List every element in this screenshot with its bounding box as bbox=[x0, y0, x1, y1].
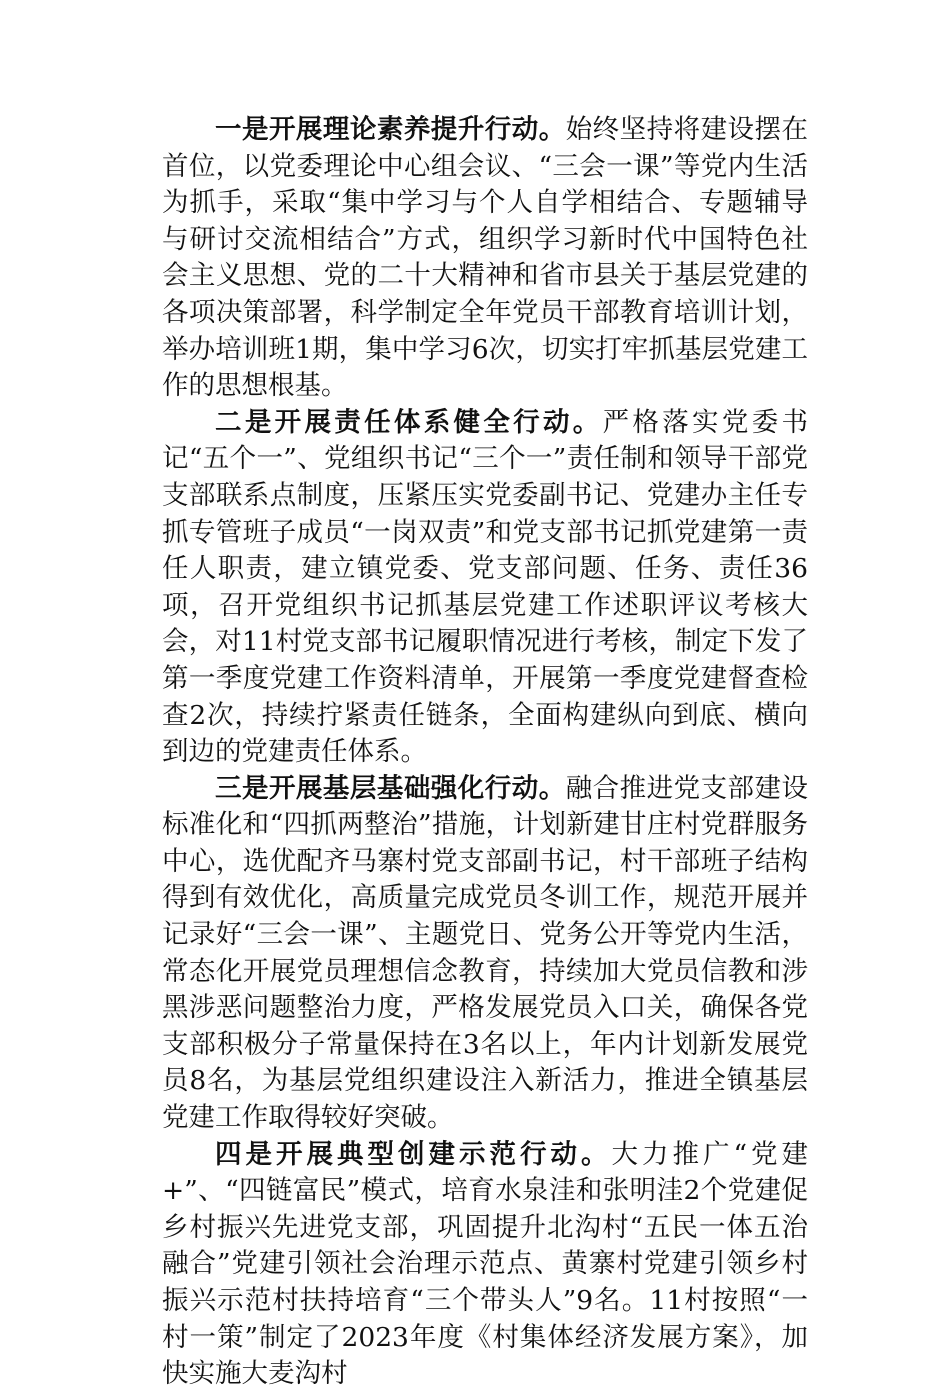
paragraph-foundation-action bbox=[162, 771, 808, 1137]
paragraph-heading: 四是开展典型创建示范行动。 bbox=[215, 1138, 612, 1170]
paragraph-model-action bbox=[162, 1137, 808, 1393]
paragraph-heading: 二是开展责任体系健全行动。 bbox=[215, 406, 603, 438]
paragraph-text: 大力推广“党建+”、“四链富民”模式，培育水泉洼和张明洼2个党建促乡村振兴先进党支部，巩固提升北沟村“五民一体五治融合”党建引领社会治理示范点、黄寨村党建引领乡村振兴示范村扶持培育“三个带头人”9名。11村按照“一村一策”制定了2023年度《村集体经济发展方案》，加快实施大麦沟村 bbox=[162, 1138, 808, 1390]
document-body bbox=[162, 112, 808, 1393]
paragraph-text: 始终坚持将建设摆在首位，以党委理论中心组会议、“三会一课”等党内生活为抓手，采取“集中学习与个人自学相结合、专题辅导与研讨交流相结合”方式，组织学习新时代中国特色社会主义思想、党的二十大精神和省市县关于基层党建的各项决策部署，科学制定全年党员干部教育培训计划，举办培训班1期，集中学习6次，切实打牢抓基层党建工作的思想根基。 bbox=[162, 114, 809, 402]
paragraph-theory-action bbox=[162, 112, 808, 405]
paragraph-responsibility-action bbox=[162, 405, 808, 771]
paragraph-text: 严格落实党委书记“五个一”、党组织书记“三个一”责任制和领导干部党支部联系点制度，压紧压实党委副书记、党建办主任专抓专管班子成员“一岗双责”和党支部书记抓党建第一责任人职责，建立镇党委、党支部问题、任务、责任36项，召开党组织书记抓基层党建工作述职评议考核大会，对11村党支部书记履职情况进行考核，制定下发了第一季度党建工作资料清单，开展第一季度党建督查检查2次，持续拧紧责任链条，全面构建纵向到底、横向到边的党建责任体系。 bbox=[162, 406, 809, 768]
paragraph-heading: 三是开展基层基础强化行动。 bbox=[215, 772, 566, 804]
paragraph-text: 融合推进党支部建设标准化和“四抓两整治”措施，计划新建甘庄村党群服务中心，选优配齐马寨村党支部副书记，村干部班子结构得到有效优化，高质量完成党员冬训工作，规范开展并记录好“三会一课”、主题党日、党务公开等党内生活，常态化开展党员理想信念教育，持续加大党员信教和涉黑涉恶问题整治力度，严格发展党员入口关，确保各党支部积极分子常量保持在3名以上，年内计划新发展党员8名，为基层党组织建设注入新活力，推进全镇基层党建工作取得较好突破。 bbox=[162, 772, 809, 1134]
paragraph-heading: 一是开展理论素养提升行动。 bbox=[215, 114, 566, 145]
